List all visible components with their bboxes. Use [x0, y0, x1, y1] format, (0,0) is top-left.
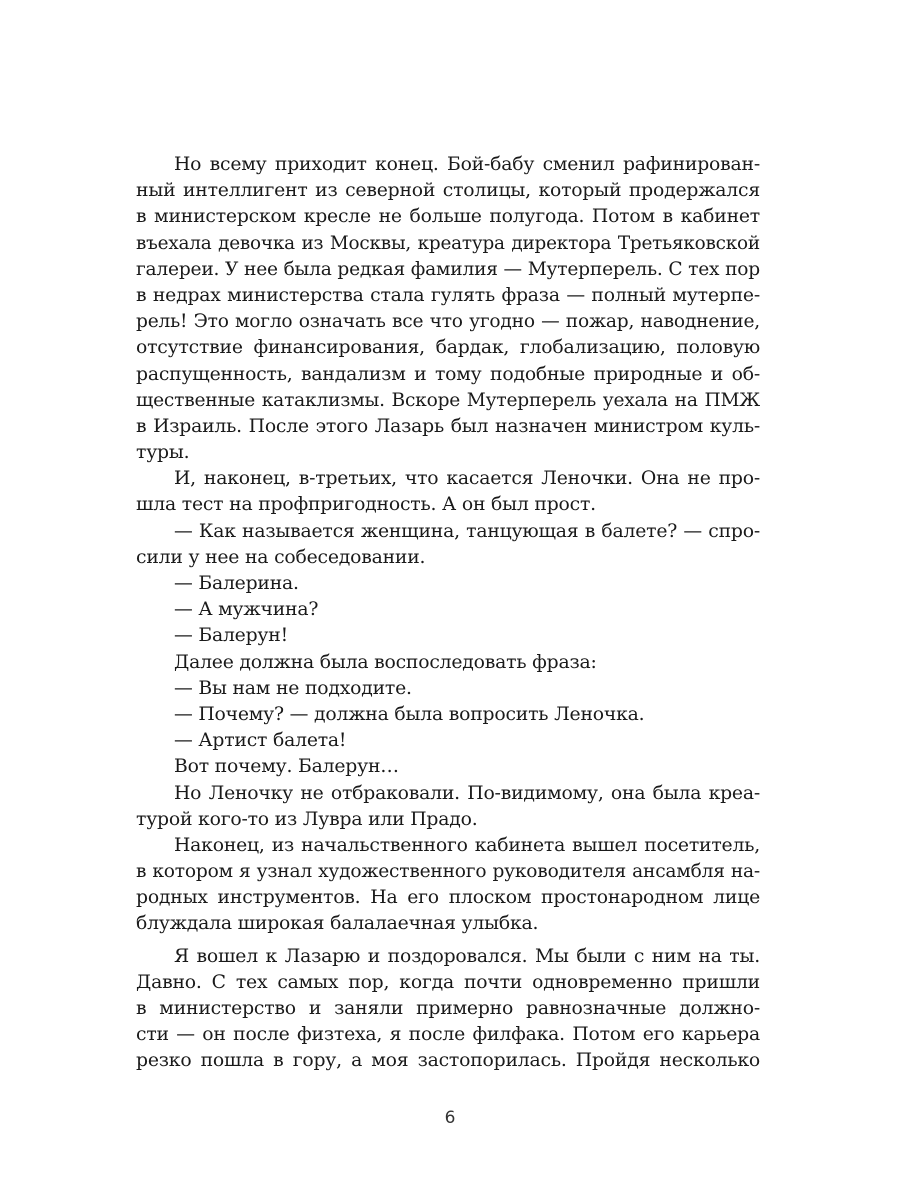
text-line: Но Леночку не отбраковали. По-видимому, она была креа- [174, 782, 760, 804]
text-line: Далее должна была воспоследовать фраза: [174, 651, 597, 673]
text-line: в недрах министерства стала гулять фраза — полный мутерпе- [136, 284, 760, 306]
text-line: в котором я узнал художественного руководителя ансамбля на- [136, 861, 760, 883]
text-line: в министерском кресле не больше полугода. Потом в кабинет [136, 206, 760, 228]
text-line: резко пошла в гору, а моя застопорилась. Пройдя несколько [136, 1050, 760, 1072]
text-line: Наконец, из начальственного кабинета вышел посетитель, [174, 834, 760, 856]
text-line: родных инструментов. На его плоском простонародном лице [136, 887, 760, 909]
text-line: — Почему? — должна была вопросить Леночка. [174, 703, 645, 725]
text-line: — Артист балета! [174, 730, 347, 752]
text-line: в Израиль. После этого Лазарь был назначен министром куль- [136, 415, 760, 437]
text-line: галереи. У нее была редкая фамилия — Мутерперель. С тех пор [136, 258, 760, 280]
text-line: — Вы нам не подходите. [174, 677, 412, 699]
text-line: въехала девочка из Москвы, креатура директора Третьяковской [136, 232, 760, 254]
text-line: ный интеллигент из северной столицы, который продержался [136, 180, 760, 202]
text-line: блуждала широкая балалаечная улыбка. [136, 913, 539, 935]
text-line: в министерство и заняли примерно равнозначные должно- [136, 998, 760, 1019]
text-line: Давно. С тех самых пор, когда почти одновременно пришли [136, 971, 760, 993]
text-line: — А мужчина? [174, 599, 319, 621]
text-line: сили у нее на собеседовании. [136, 546, 426, 568]
text-line: Я вошел к Лазарю и поздоровался. Мы были с ним на ты. [174, 945, 760, 967]
text-line: — Балерун! [174, 625, 288, 647]
text-line: щественные катаклизмы. Вскоре Мутерперель уехала на ПМЖ [136, 389, 760, 411]
text-line: Но всему приходит конец. Бой-бабу сменил рафинирован- [174, 154, 760, 175]
text-line: — Как называется женщина, танцующая в балете? — спро- [174, 520, 760, 542]
text-line: сти — он после физтеха, я после филфака. Потом его карьера [136, 1024, 760, 1046]
page-number: 6 [444, 1108, 456, 1128]
text-line: рель! Это могло означать все что угодно — пожар, наводнение, [136, 311, 760, 333]
body-text [136, 152, 760, 1075]
text-line: распущенность, вандализм и тому подобные природные и об- [136, 363, 760, 385]
text-line: И, наконец, в-третьих, что касается Леночки. Она не про- [174, 468, 760, 490]
text-line: отсутствие финансирования, бардак, глобализацию, половую [136, 337, 760, 359]
text-line: — Балерина. [174, 573, 299, 594]
text-line: туры. [136, 442, 190, 464]
text-line: турой кого-то из Лувра или Прадо. [136, 808, 478, 830]
text-line: шла тест на профпригодность. А он был прост. [136, 494, 596, 516]
text-line: Вот почему. Балерун… [174, 756, 399, 778]
